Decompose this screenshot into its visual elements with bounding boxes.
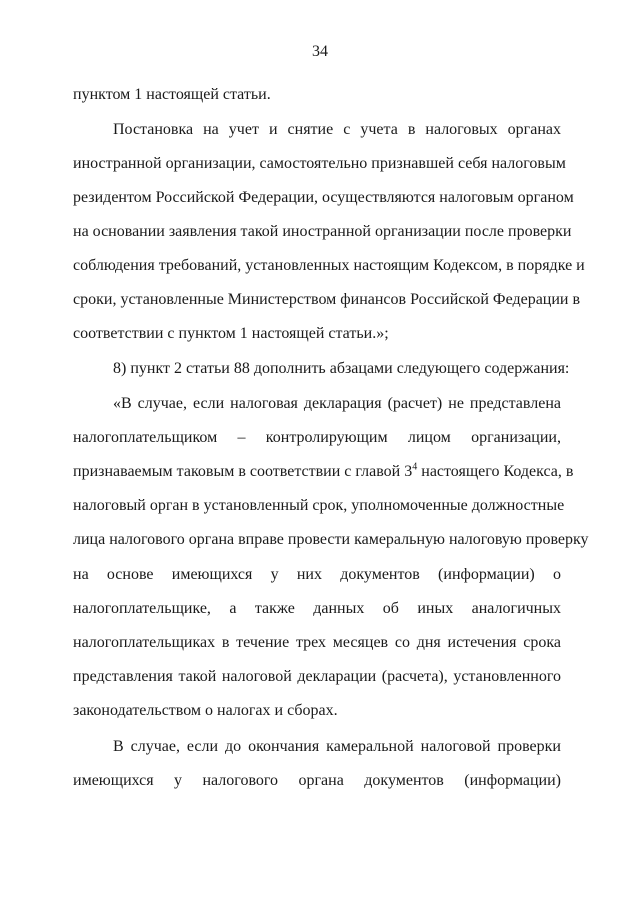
text-line: налогоплательщиках в течение трех месяцев со дня истечения срока	[73, 634, 561, 651]
chapter-superscript: 4	[412, 461, 418, 473]
text-line: представления такой налоговой декларации (расчета), установленного	[73, 668, 561, 685]
text-line: на основании заявления такой иностранной организации после проверки	[73, 223, 572, 240]
text-line: законодательством о налогах и сборах.	[73, 702, 338, 719]
text-line: соблюдения требований, установленных настоящим Кодексом, в порядке и	[73, 257, 585, 274]
text-line: налогоплательщике, а также данных об иных аналогичных	[73, 600, 561, 617]
text-line: пунктом 1 настоящей статьи.	[73, 86, 271, 103]
text-line: Постановка на учет и снятие с учета в налоговых органах	[113, 121, 561, 138]
text-line: лица налогового органа вправе провести камеральную налоговую проверку	[73, 531, 589, 548]
text-line: иностранной организации, самостоятельно признавшей себя налоговым	[73, 155, 566, 172]
text-line	[73, 461, 574, 482]
text-line: В случае, если до окончания камеральной налоговой проверки	[113, 738, 561, 755]
text-line: соответствии с пунктом 1 настоящей статьи.»;	[73, 325, 389, 342]
text-line: налоговый орган в установленный срок, уполномоченные должностные	[73, 497, 565, 514]
text-line: 8) пункт 2 статьи 88 дополнить абзацами следующего содержания:	[113, 360, 570, 377]
text-line: сроки, установленные Министерством финансов Российской Федерации в	[73, 291, 581, 308]
text-line: «В случае, если налоговая декларация (расчет) не представлена	[113, 395, 561, 412]
text-line: резидентом Российской Федерации, осуществляются налоговым органом	[73, 189, 574, 206]
page-number: 34	[312, 43, 328, 60]
text-line: на основе имеющихся у них документов (информации) о	[73, 566, 561, 583]
text-fragment: признаваемым таковым в соответствии с главой 3	[73, 463, 413, 480]
text-line: налогоплательщиком – контролирующим лицом организации,	[73, 429, 561, 446]
text-line: имеющихся у налогового органа документов (информации)	[73, 772, 561, 789]
text-fragment: настоящего Кодекса, в	[421, 463, 574, 480]
